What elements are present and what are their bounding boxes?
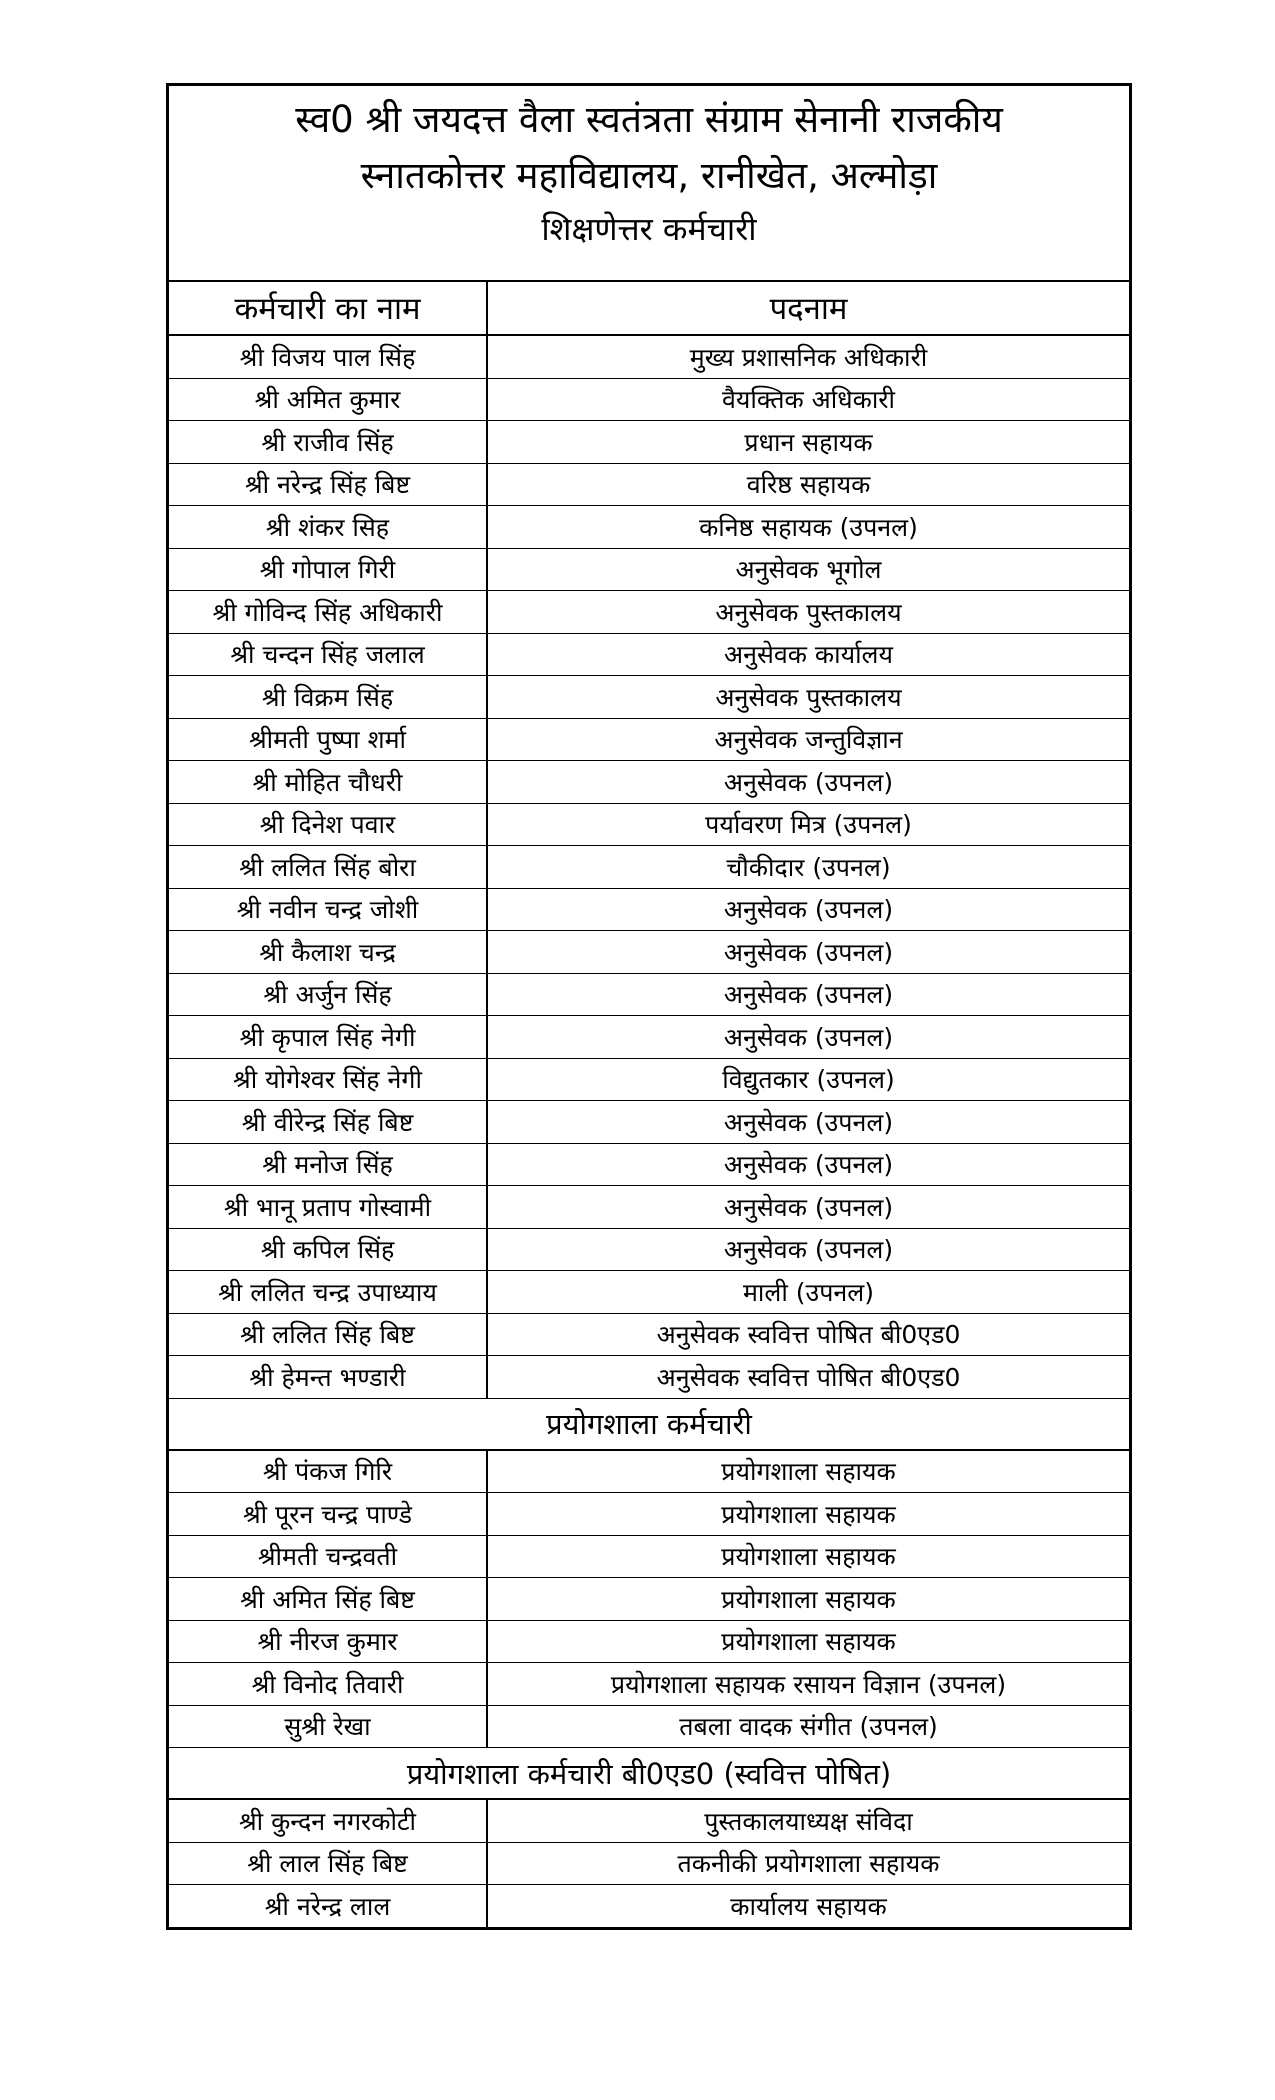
employee-designation: विद्युतकार (उपनल) [487, 1058, 1129, 1101]
section-heading-bed [169, 1748, 1129, 1800]
staff-list-document [166, 83, 1132, 1930]
employee-name: श्री मोहित चौधरी [169, 761, 487, 804]
table-row [169, 548, 1129, 591]
employee-designation: प्रयोगशाला सहायक रसायन विज्ञान (उपनल) [487, 1663, 1129, 1706]
table-row [169, 591, 1129, 634]
employee-name: श्री कुन्दन नगरकोटी [169, 1799, 487, 1842]
section-heading-lab-title: प्रयोगशाला कर्मचारी [169, 1398, 1129, 1450]
employee-name: श्री हेमन्त भण्डारी [169, 1356, 487, 1399]
college-name-line2: स्नातकोत्तर महाविद्यालय, रानीखेत, अल्मोड़ा [360, 154, 938, 197]
employee-designation: अनुसेवक (उपनल) [487, 1016, 1129, 1059]
employee-name: श्री चन्दन सिंह जलाल [169, 633, 487, 676]
employee-designation: मुख्य प्रशासनिक अधिकारी [487, 335, 1129, 378]
table-row [169, 463, 1129, 506]
table-row [169, 421, 1129, 464]
employee-designation: तबला वादक संगीत (उपनल) [487, 1705, 1129, 1748]
employee-name: श्री योगेश्वर सिंह नेगी [169, 1058, 487, 1101]
employee-name: श्री ललित चन्द्र उपाध्याय [169, 1271, 487, 1314]
employee-name: श्री वीरेन्द्र सिंह बिष्ट [169, 1101, 487, 1144]
employee-name: श्री ललित सिंह बिष्ट [169, 1313, 487, 1356]
table-row [169, 335, 1129, 378]
table-row [169, 1450, 1129, 1493]
table-row [169, 1016, 1129, 1059]
employee-name: श्री कैलाश चन्द्र [169, 931, 487, 974]
table-row [169, 1186, 1129, 1229]
employee-name: श्री दिनेश पवार [169, 803, 487, 846]
table-row [169, 1101, 1129, 1144]
employee-designation: अनुसेवक (उपनल) [487, 931, 1129, 974]
column-header-designation: पदनाम [487, 282, 1129, 335]
employee-designation: अनुसेवक कार्यालय [487, 633, 1129, 676]
employee-designation: चौकीदार (उपनल) [487, 846, 1129, 889]
table-row [169, 931, 1129, 974]
table-row [169, 718, 1129, 761]
table-row [169, 676, 1129, 719]
employee-name: श्री गोविन्द सिंह अधिकारी [169, 591, 487, 634]
table-row [169, 1271, 1129, 1314]
table-row [169, 633, 1129, 676]
employee-designation: अनुसेवक (उपनल) [487, 1143, 1129, 1186]
table-row [169, 1313, 1129, 1356]
employee-name: श्री पूरन चन्द्र पाण्डे [169, 1493, 487, 1536]
table-row [169, 1535, 1129, 1578]
table-row [169, 1885, 1129, 1927]
section-heading-bed-title: प्रयोगशाला कर्मचारी बी0एड0 (स्ववित्त पोषित) [169, 1748, 1129, 1800]
employee-name: सुश्री रेखा [169, 1705, 487, 1748]
table-row [169, 803, 1129, 846]
employee-designation: प्रयोगशाला सहायक [487, 1620, 1129, 1663]
employee-name: श्री शंकर सिह [169, 506, 487, 549]
table-row [169, 1143, 1129, 1186]
employee-name: श्री ललित सिंह बोरा [169, 846, 487, 889]
employee-name: श्री कपिल सिंह [169, 1228, 487, 1271]
employee-designation: कनिष्ठ सहायक (उपनल) [487, 506, 1129, 549]
employee-designation: कार्यालय सहायक [487, 1885, 1129, 1927]
employee-designation: पर्यावरण मित्र (उपनल) [487, 803, 1129, 846]
employee-name: श्री पंकज गिरि [169, 1450, 487, 1493]
employee-designation: अनुसेवक स्ववित्त पोषित बी0एड0 [487, 1356, 1129, 1399]
table-row [169, 1842, 1129, 1885]
table-row [169, 1799, 1129, 1842]
employee-name: श्री अर्जुन सिंह [169, 973, 487, 1016]
employee-name: श्री अमित सिंह बिष्ट [169, 1578, 487, 1621]
employee-designation: अनुसेवक (उपनल) [487, 1186, 1129, 1229]
employee-designation: वरिष्ठ सहायक [487, 463, 1129, 506]
table-header-row [169, 282, 1129, 335]
employee-name: श्री राजीव सिंह [169, 421, 487, 464]
table-row [169, 1058, 1129, 1101]
employee-designation: अनुसेवक (उपनल) [487, 1228, 1129, 1271]
employee-designation: अनुसेवक (उपनल) [487, 761, 1129, 804]
employee-name: श्री नीरज कुमार [169, 1620, 487, 1663]
document-header [169, 86, 1129, 282]
employee-designation: अनुसेवक (उपनल) [487, 888, 1129, 931]
table-row [169, 973, 1129, 1016]
employee-name: श्री लाल सिंह बिष्ट [169, 1842, 487, 1885]
employee-designation: अनुसेवक पुस्तकालय [487, 676, 1129, 719]
employee-designation: माली (उपनल) [487, 1271, 1129, 1314]
table-row [169, 1705, 1129, 1748]
table-row [169, 761, 1129, 804]
employee-designation: तकनीकी प्रयोगशाला सहायक [487, 1842, 1129, 1885]
document-subtitle: शिक्षणेत्तर कर्मचारी [541, 210, 757, 248]
employee-name: श्री गोपाल गिरी [169, 548, 487, 591]
employee-designation: अनुसेवक जन्तुविज्ञान [487, 718, 1129, 761]
employee-name: श्री नवीन चन्द्र जोशी [169, 888, 487, 931]
employee-name: श्री कृपाल सिंह नेगी [169, 1016, 487, 1059]
employee-designation: अनुसेवक भूगोल [487, 548, 1129, 591]
employee-designation: प्रयोगशाला सहायक [487, 1493, 1129, 1536]
employee-designation: अनुसेवक स्ववित्त पोषित बी0एड0 [487, 1313, 1129, 1356]
employee-name: श्रीमती पुष्पा शर्मा [169, 718, 487, 761]
table-row [169, 1493, 1129, 1536]
column-header-name: कर्मचारी का नाम [169, 282, 487, 335]
employee-designation: प्रधान सहायक [487, 421, 1129, 464]
employee-name: श्री अमित कुमार [169, 378, 487, 421]
table-row [169, 378, 1129, 421]
employee-name: श्री नरेन्द्र सिंह बिष्ट [169, 463, 487, 506]
employee-name: श्रीमती चन्द्रवती [169, 1535, 487, 1578]
employee-designation: प्रयोगशाला सहायक [487, 1450, 1129, 1493]
table-row [169, 1663, 1129, 1706]
table-row [169, 846, 1129, 889]
employee-name: श्री भानू प्रताप गोस्वामी [169, 1186, 487, 1229]
table-row [169, 1578, 1129, 1621]
table-row [169, 1356, 1129, 1399]
employee-name: श्री विजय पाल सिंह [169, 335, 487, 378]
employee-name: श्री विक्रम सिंह [169, 676, 487, 719]
staff-table [169, 282, 1129, 1927]
employee-name: श्री नरेन्द्र लाल [264, 1891, 391, 1921]
employee-designation: अनुसेवक पुस्तकालय [487, 591, 1129, 634]
employee-designation: पुस्तकालयाध्यक्ष संविदा [487, 1799, 1129, 1842]
table-row [169, 1620, 1129, 1663]
section-heading-lab [169, 1398, 1129, 1450]
employee-designation: अनुसेवक (उपनल) [487, 973, 1129, 1016]
employee-designation: वैयक्तिक अधिकारी [487, 378, 1129, 421]
employee-name: श्री विनोद तिवारी [169, 1663, 487, 1706]
college-name-line1: स्व0 श्री जयदत्त वैला स्वतंत्रता संग्राम सेनानी राजकीय [295, 98, 1003, 141]
table-row [169, 888, 1129, 931]
employee-designation: अनुसेवक (उपनल) [487, 1101, 1129, 1144]
employee-designation: प्रयोगशाला सहायक [487, 1535, 1129, 1578]
employee-designation: प्रयोगशाला सहायक [487, 1578, 1129, 1621]
table-row [169, 506, 1129, 549]
employee-name: श्री मनोज सिंह [169, 1143, 487, 1186]
table-row [169, 1228, 1129, 1271]
